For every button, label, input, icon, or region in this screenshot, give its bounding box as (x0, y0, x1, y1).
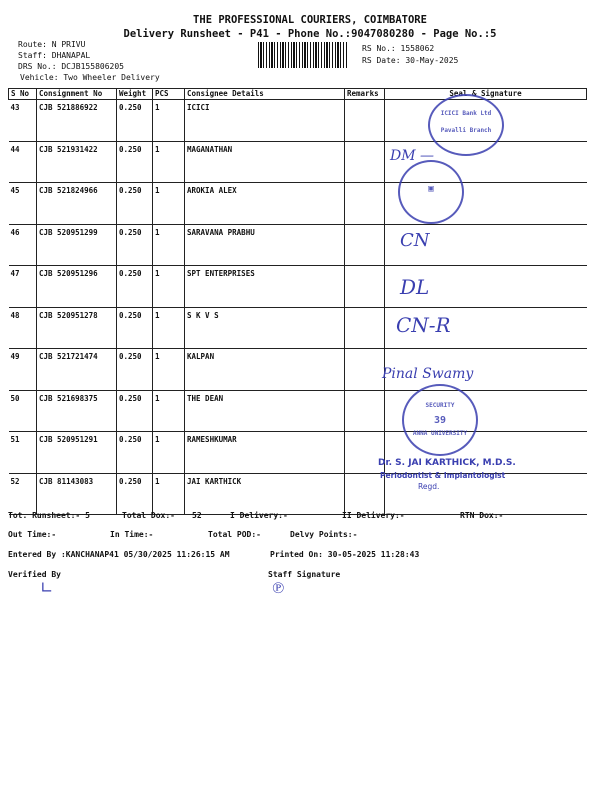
total-dox-label: Total Dox:- (122, 511, 175, 520)
anna-stamp-text: ANNA UNIVERSITY (412, 430, 468, 437)
rs-date: RS Date: 30-May-2025 (362, 56, 459, 65)
total-dox-value: 52 (192, 511, 202, 520)
cell-pcs: 1 (153, 100, 185, 142)
cell-consignee: RAMESHKUMAR (185, 432, 345, 474)
signature-row48: CN-R (396, 313, 451, 337)
out-time: Out Time:- (8, 530, 57, 539)
i-delivery: I Delivery:- (230, 511, 288, 520)
cell-consignee: AROKIA ALEX (185, 183, 345, 225)
cell-weight: 0.250 (117, 473, 153, 515)
table-row (9, 141, 587, 183)
cell-consignee: THE DEAN (185, 390, 345, 432)
cell-consignee: JAI KARTHICK (185, 473, 345, 515)
barcode-image (258, 42, 348, 68)
cell-consignment: CJB 521886922 (37, 100, 117, 142)
table-row (9, 224, 587, 266)
delvy-points: Delvy Points:- (290, 530, 358, 539)
drs-number: DRS No.: DCJB155806205 (18, 62, 124, 71)
signature-row44: DM — (390, 148, 435, 164)
icici-stamp-text: ICICI Bank Ltd (440, 110, 492, 117)
cell-consignee: S K V S (185, 307, 345, 349)
anna-stamp-number: 39 (433, 415, 447, 426)
cell-consignee: ICICI (185, 100, 345, 142)
cell-consignment: CJB 520951278 (37, 307, 117, 349)
verified-by: Verified By (8, 570, 61, 579)
col-consignment: Consignment No (37, 89, 117, 100)
cell-remarks (345, 473, 385, 515)
cell-remarks (345, 307, 385, 349)
cell-consignment: CJB 521698375 (37, 390, 117, 432)
runsheet-table (8, 88, 587, 515)
cell-sno: 45 (9, 183, 37, 225)
col-weight: Weight (117, 89, 153, 100)
cell-consignment: CJB 81143083 (37, 473, 117, 515)
col-pcs: PCS (153, 89, 185, 100)
cell-consignment: CJB 520951299 (37, 224, 117, 266)
cell-consignee: MAGANATHAN (185, 141, 345, 183)
cell-pcs: 1 (153, 307, 185, 349)
cell-remarks (345, 266, 385, 308)
table-row (9, 349, 587, 391)
table-row (9, 307, 587, 349)
entered-by: Entered By :KANCHANAP41 05/30/2025 11:26:15 AM (8, 550, 230, 559)
cell-weight: 0.250 (117, 390, 153, 432)
printed-on: Printed On: 30-05-2025 11:28:43 (270, 550, 420, 559)
verified-signature-mark: ∟ (40, 578, 54, 597)
cell-remarks (345, 224, 385, 266)
cell-consignment: CJB 521721474 (37, 349, 117, 391)
icici-stamp-sub: Pavalli Branch (440, 127, 492, 134)
cell-pcs: 1 (153, 183, 185, 225)
cell-pcs: 1 (153, 390, 185, 432)
vehicle-label: Vehicle: Two Wheeler Delivery (20, 73, 160, 82)
cell-sno: 47 (9, 266, 37, 308)
rtn-dox: RTN Dox:- (460, 511, 504, 520)
cell-consignment: CJB 520951296 (37, 266, 117, 308)
cell-consignee: SARAVANA PRABHU (185, 224, 345, 266)
cell-consignee: KALPAN (185, 349, 345, 391)
cell-weight: 0.250 (117, 432, 153, 474)
signature-row49: Pinal Swamy (382, 366, 474, 382)
route-label: Route: N PRIVU (18, 40, 86, 49)
signature-row47: DL (400, 275, 430, 299)
cell-weight: 0.250 (117, 183, 153, 225)
table-row (9, 390, 587, 432)
staff-label: Staff: DHANAPAL (18, 51, 91, 60)
cell-sno: 52 (9, 473, 37, 515)
cell-remarks (345, 100, 385, 142)
seal-icon: ▣ (428, 184, 434, 194)
cell-sno: 50 (9, 390, 37, 432)
cell-consignment: CJB 521824966 (37, 183, 117, 225)
cell-pcs: 1 (153, 473, 185, 515)
cell-weight: 0.250 (117, 100, 153, 142)
cell-sno: 46 (9, 224, 37, 266)
col-sno: S No (9, 89, 37, 100)
cell-sno: 44 (9, 141, 37, 183)
anna-stamp-sub: SECURITY (425, 402, 455, 409)
col-remarks: Remarks (345, 89, 385, 100)
col-seal-signature: Seal & Signature (385, 89, 587, 100)
cell-remarks (345, 183, 385, 225)
cell-consignment: CJB 520951291 (37, 432, 117, 474)
cell-sno: 48 (9, 307, 37, 349)
table-header-row (9, 89, 587, 100)
cell-pcs: 1 (153, 224, 185, 266)
runsheet-subtitle: Delivery Runsheet - P41 - Phone No.:9047080280 - Page No.:5 (123, 28, 497, 40)
table-row (9, 266, 587, 308)
cell-sno: 51 (9, 432, 37, 474)
cell-weight: 0.250 (117, 266, 153, 308)
anna-university-stamp (402, 384, 478, 456)
doctor-stamp-reg: Regd. (418, 482, 440, 491)
doctor-stamp-title: Periodontist & Implantologist (380, 471, 506, 480)
cell-weight: 0.250 (117, 349, 153, 391)
cell-weight: 0.250 (117, 141, 153, 183)
cell-consignee: SPT ENTERPRISES (185, 266, 345, 308)
tot-runsheet: Tot. Runsheet:- 5 (8, 511, 90, 520)
rs-number: RS No.: 1558062 (362, 44, 435, 53)
cell-sno: 49 (9, 349, 37, 391)
staff-signature-label: Staff Signature (268, 570, 341, 579)
col-consignee: Consignee Details (185, 89, 345, 100)
cell-pcs: 1 (153, 266, 185, 308)
signature-row46: CN (400, 230, 430, 251)
cell-sno: 43 (9, 100, 37, 142)
cell-pcs: 1 (153, 432, 185, 474)
table-row (9, 183, 587, 225)
round-seal-stamp (398, 160, 464, 224)
cell-weight: 0.250 (117, 224, 153, 266)
doctor-stamp-name: Dr. S. JAI KARTHICK, M.D.S. (378, 458, 516, 468)
cell-remarks (345, 349, 385, 391)
cell-pcs: 1 (153, 349, 185, 391)
company-title: THE PROFESSIONAL COURIERS, COIMBATORE (193, 14, 427, 26)
ii-delivery: II Delivery:- (342, 511, 405, 520)
in-time: In Time:- (110, 530, 154, 539)
staff-signature-mark: ℗ (272, 578, 285, 597)
cell-weight: 0.250 (117, 307, 153, 349)
total-pod: Total POD:- (208, 530, 261, 539)
cell-consignment: CJB 521931422 (37, 141, 117, 183)
cell-remarks (345, 141, 385, 183)
cell-pcs: 1 (153, 141, 185, 183)
cell-remarks (345, 390, 385, 432)
icici-bank-stamp (428, 94, 504, 156)
